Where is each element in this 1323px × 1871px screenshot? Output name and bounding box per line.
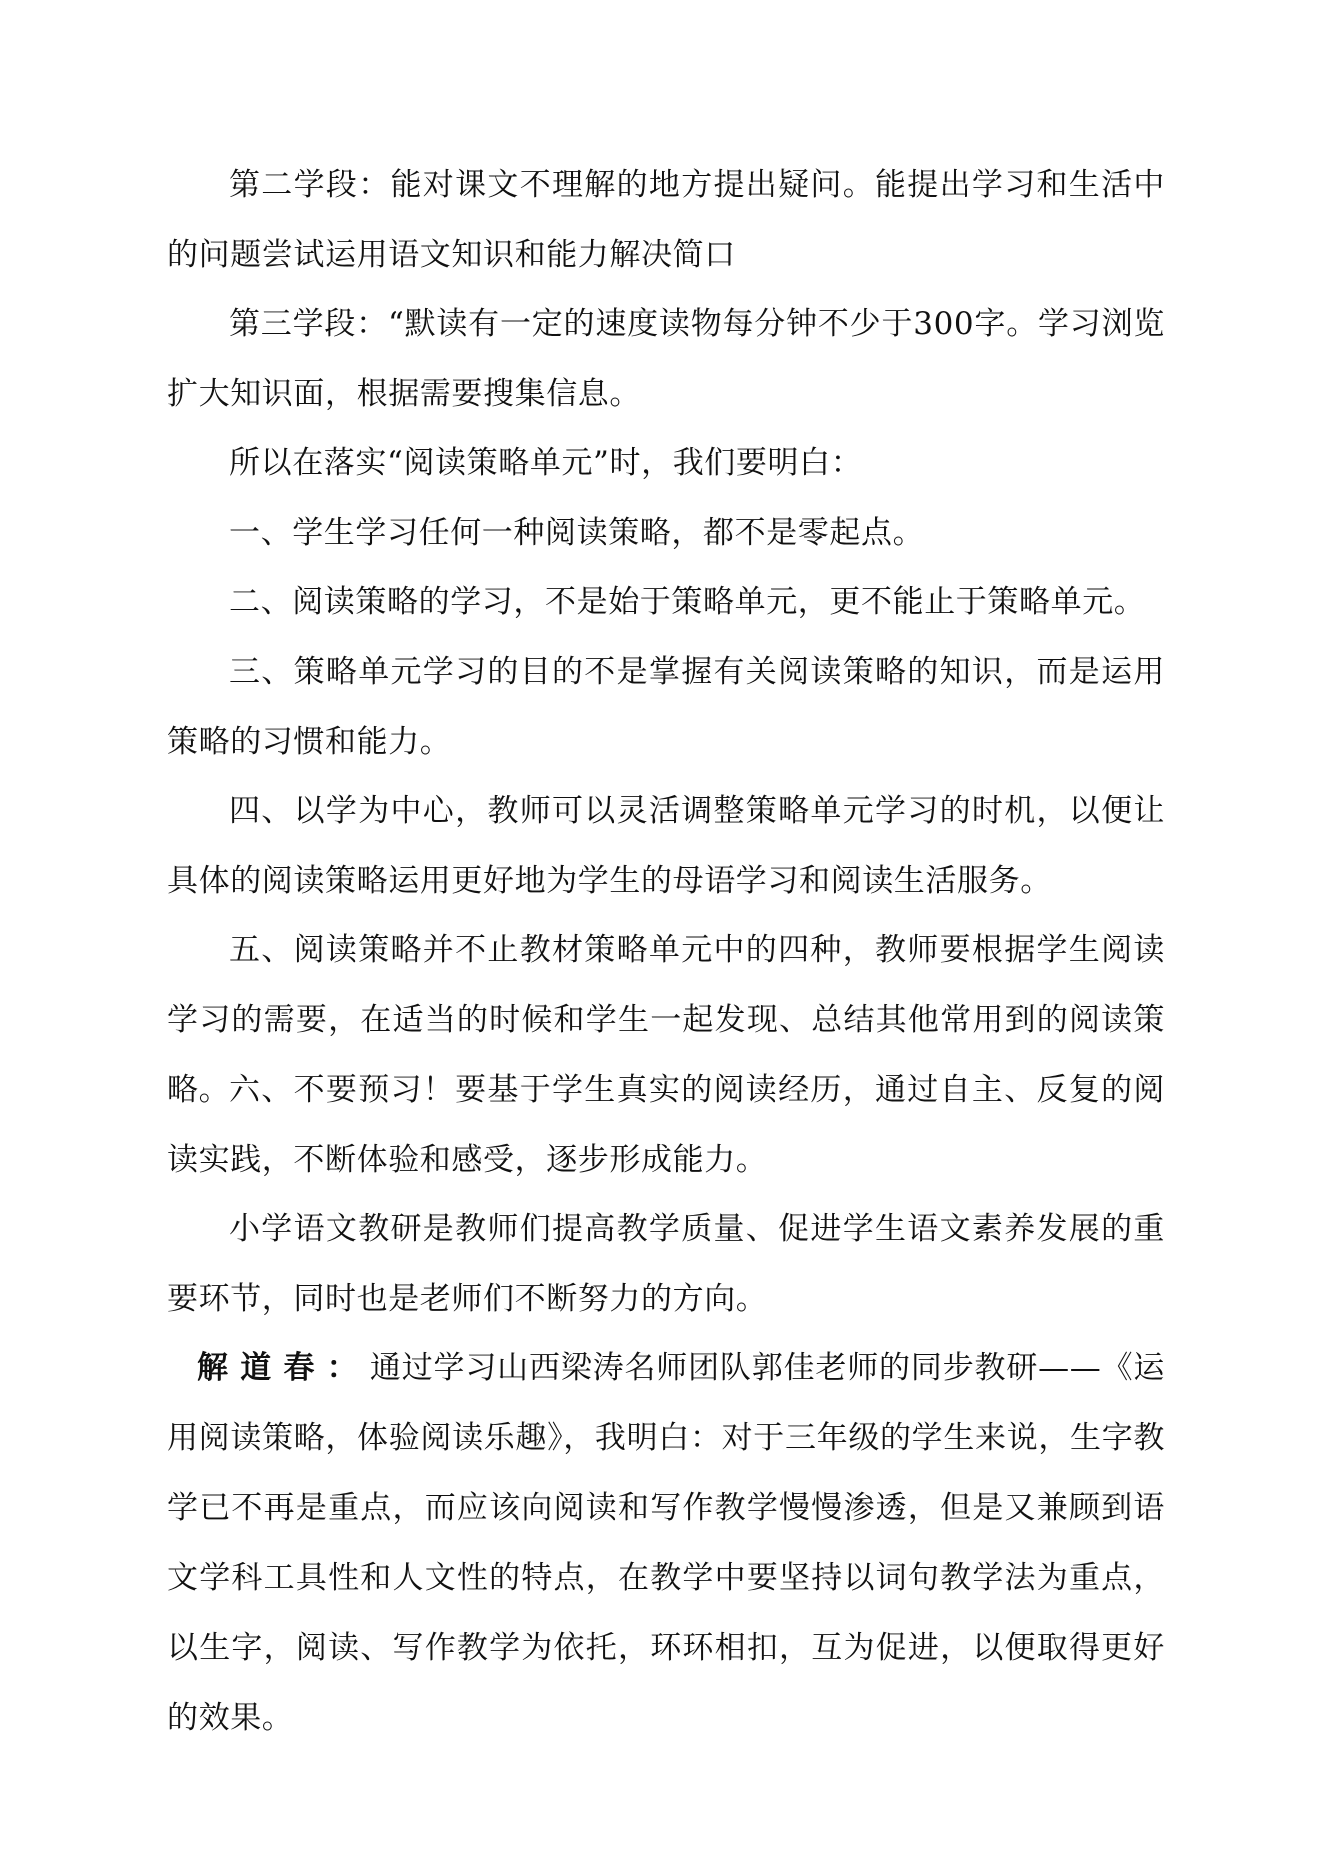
paragraph-point-four: 四、以学为中心，教师可以灵活调整策略单元学习的时机，以便让具体的阅读策略运用更好地为学生的母语学习和阅读生活服务。 bbox=[167, 793, 1165, 899]
paragraph-point-two: 二、阅读策略的学习，不是始于策略单元，更不能止于策略单元。 bbox=[229, 584, 1146, 620]
speaker-name: 解道春： bbox=[197, 1350, 370, 1386]
paragraph-stage-three: 第三学段：“默读有一定的速度读物每分钟不少于300字。学习浏览扩大知识面，根据需要搜集信息。 bbox=[167, 306, 1165, 412]
paragraph-point-five: 五、阅读策略并不止教材策略单元中的四种，教师要根据学生阅读学习的需要，在适当的时候和学生一起发现、总结其他常用到的阅读策略。 bbox=[167, 932, 1165, 1108]
paragraph-point-three: 三、策略单元学习的目的不是掌握有关阅读策略的知识，而是运用策略的习惯和能力。 bbox=[167, 654, 1165, 760]
paragraph-reflection bbox=[167, 1333, 1165, 1753]
paragraph-stage-two: 第二学段：能对课文不理解的地方提出疑问。能提出学习和生活中的问题尝试运用语文知识和能力解决简口 bbox=[167, 167, 1165, 273]
paragraph-point-one: 一、学生学习任何一种阅读策略，都不是零起点。 bbox=[229, 515, 925, 551]
paragraph-summary: 小学语文教研是教师们提高教学质量、促进学生语文素养发展的重要环节，同时也是老师们不断努力的方向。 bbox=[167, 1211, 1165, 1317]
reflection-text: 通过学习山西梁涛名师团队郭佳老师的同步教研——《运用阅读策略，体验阅读乐趣》，我明白：对于三年级的学生来说，生字教学已不再是重点，而应该向阅读和写作教学慢慢渗透，但是又兼顾到语文学科工具性和人文性的特点，在教学中要坚持以词句教学法为重点，以生字，阅读、写作教学为依托，环环相扣，互为促进，以便取得更好的效果。 bbox=[167, 1350, 1165, 1736]
paragraph-conclusion-intro: 所以在落实“阅读策略单元”时，我们要明白： bbox=[229, 445, 863, 481]
paragraph-point-six: 六、不要预习！要基于学生真实的阅读经历，通过自主、反复的阅读实践，不断体验和感受，逐步形成能力。 bbox=[167, 1072, 1165, 1178]
